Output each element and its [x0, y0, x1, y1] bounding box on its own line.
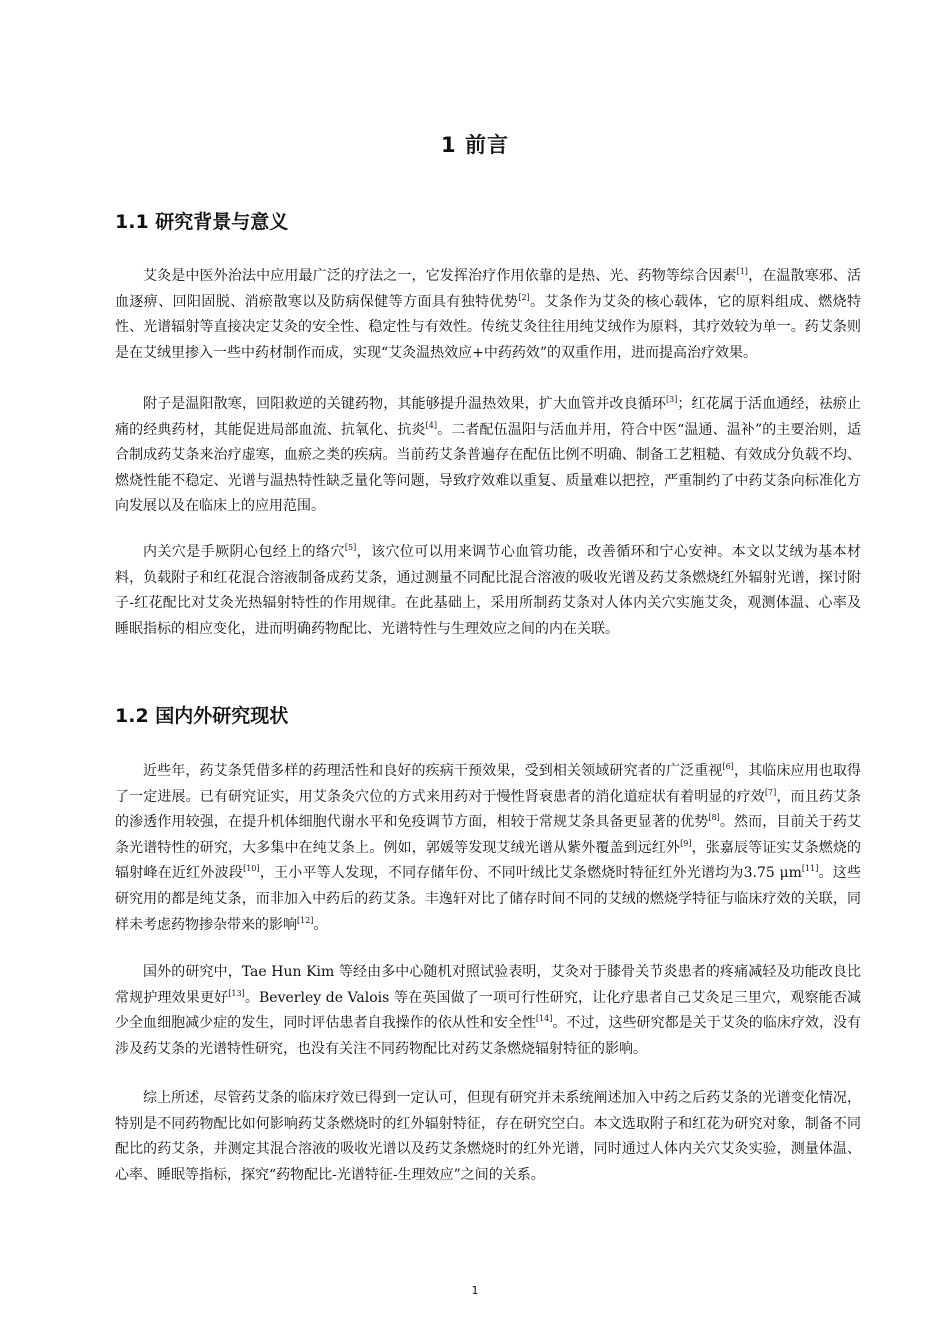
paragraph-text: 。二者配伍温阳与活血并用，符合中医“温通、温补”的主要治则，适合制成药艾条来治疗虚寒，血瘀之类的疾病。当前药艾条普遍存在配伍比例不明确、制备工艺粗糙、有效成分负载不均、燃烧性能不稳定、光谱与温热特性缺乏量化等问题，导致疗效难以重复、质量难以把控，严重制约了中药艾条向标准化方向发展以及在临床上的应用范围。 — [115, 421, 861, 515]
paragraph — [115, 540, 861, 642]
citation: [14] — [535, 1014, 553, 1024]
paragraph — [115, 759, 861, 938]
citation: [2] — [518, 292, 530, 302]
paragraph-text: 附子是温阳散寒，回阳救逆的关键药物，其能够提升温热效果，扩大血管并改良循环 — [143, 396, 667, 412]
paragraph-text: 内关穴是手厥阴心包经上的络穴 — [143, 544, 345, 560]
citation: [8] — [708, 813, 720, 823]
citation: [6] — [722, 762, 734, 771]
paragraph-text: 。然而，目前关于药艾条光谱特性的研究，大多集中在纯艾条上。例如，郭媛等发现艾绒光谱从紫外覆盖到远红外 — [115, 814, 861, 856]
citation: [10] — [243, 864, 260, 874]
paragraph-text: 艾灸是中医外治法中应用最广泛的疗法之一，它发挥治疗作用依靠的是热、光、药物等综合因素 — [143, 268, 737, 284]
citation: [11] — [801, 864, 819, 874]
chapter-title: 1 前言 — [441, 133, 509, 157]
citation: [4] — [425, 420, 437, 430]
paragraph — [115, 392, 861, 520]
paragraph-text: 近些年，药艾条凭借多样的药理活性和良好的疾病干预效果，受到相关领域研究者的广泛重视 — [143, 763, 723, 779]
paragraph-text: 。艾条作为艾灸的核心载体，它的原料组成、燃烧特性、光谱辐射等直接决定艾灸的安全性、稳定性与有效性。传统艾灸往往用纯艾绒作为原料，其疗效较为单一。药艾条则是在艾绒里掺入一些中药材制作而成，实现“艾灸温热效应+中药药效”的双重作用，进而提高治疗效果。 — [115, 293, 862, 361]
section-heading-1-1: 1.1 研究背景与意义 — [115, 211, 289, 233]
citation: [5] — [344, 543, 357, 552]
paragraph-text: ，张嘉辰等证实艾条燃烧的辐射峰在近红外波段 — [115, 839, 862, 882]
paragraph-text: ，王小平等人发现，不同存储年份、不同叶绒比艾条燃烧时特征红外光谱均为3.75 μm — [259, 865, 802, 882]
citation: [1] — [736, 267, 748, 276]
citation: [3] — [666, 395, 678, 404]
citation: [12] — [297, 915, 314, 925]
paragraph-text: ；红花属于活血通经，祛瘀止痛的经典药材，其能促进局部血流、抗氧化、抗炎 — [115, 396, 862, 438]
paragraph-text: ，其临床应用也取得了一定进展。已有研究证实，用艾条灸穴位的方式来用药对于慢性肾衰患者的消化道症状有着明显的疗效 — [115, 763, 862, 805]
citation: [9] — [680, 838, 692, 848]
citation: [13] — [228, 988, 245, 998]
paragraph — [115, 960, 861, 1062]
paragraph-text: ，在温散寒邪、活血逐痹、回阳固脱、消瘀散寒以及防病保健等方面具有独特优势 — [115, 268, 862, 310]
paragraph-text: 国外的研究中，Tae Hun Kim 等经由多中心随机对照试验表明，艾灸对于膝骨关节炎患者的疼痛减轻及功能改良比常规护理效果更好 — [115, 964, 861, 1006]
page-number: 1 — [471, 1284, 479, 1297]
paragraph-text: 。 — [313, 916, 328, 933]
paragraph-text: 综上所述，尽管药艾条的临床疗效已得到一定认可，但现有研究并未系统阐述加入中药之后药艾条的光谱变化情况，特别是不同药物配比如何影响药艾条燃烧时的红外辐射特征，存在研究空白。本文选取附子和红花为研究对象，制备不同配比的药艾条，并测定其混合溶液的吸收光谱以及药艾条燃烧时的红外光谱，同时通过人体内关穴艾灸实验，测量体温、心率、睡眠等指标，探究“药物配比-光谱特征-生理效应”之间的关系。 — [115, 1090, 861, 1183]
paragraph-text: 。这些研究用的都是纯艾条，而非加入中药后的药艾条。丰逸轩对比了储存时间不同的艾绒的燃烧学特征与临床疗效的关联，同样未考虑药物掺杂带来的影响 — [115, 865, 862, 933]
paragraph — [115, 1086, 861, 1188]
paragraph — [115, 264, 861, 366]
paragraph-text: ，而且药艾条的渗透作用较强，在提升机体细胞代谢水平和免疫调节方面，相较于常规艾条具备更显著的优势 — [115, 788, 862, 831]
paragraph-text: 。不过，这些研究都是关于艾灸的临床疗效，没有涉及药艾条的光谱特性研究，也没有关注不同药物配比对药艾条燃烧辐射特征的影响。 — [115, 1015, 862, 1057]
paragraph-text: 。Beverley de Valois 等在英国做了一项可行性研究，让化疗患者自己艾灸足三里穴，观察能否减少全血细胞减少症的发生，同时评估患者自我操作的依从性和安全性 — [115, 989, 862, 1032]
section-heading-1-2: 1.2 国内外研究现状 — [115, 705, 289, 727]
citation: [7] — [764, 787, 777, 797]
paragraph-text: ，该穴位可以用来调节心血管功能，改善循环和宁心安神。本文以艾绒为基本材料，负载附子和红花混合溶液制备成药艾条，通过测量不同配比混合溶液的吸收光谱及药艾条燃烧红外辐射光谱，探讨附子-红花配比对艾灸光热辐射特性的作用规律。在此基础上，采用所制药艾条对人体内关穴实施艾灸，观测体温、心率及睡眠指标的相应变化，进而明确药物配比、光谱特性与生理效应之间的内在关联。 — [115, 544, 862, 637]
